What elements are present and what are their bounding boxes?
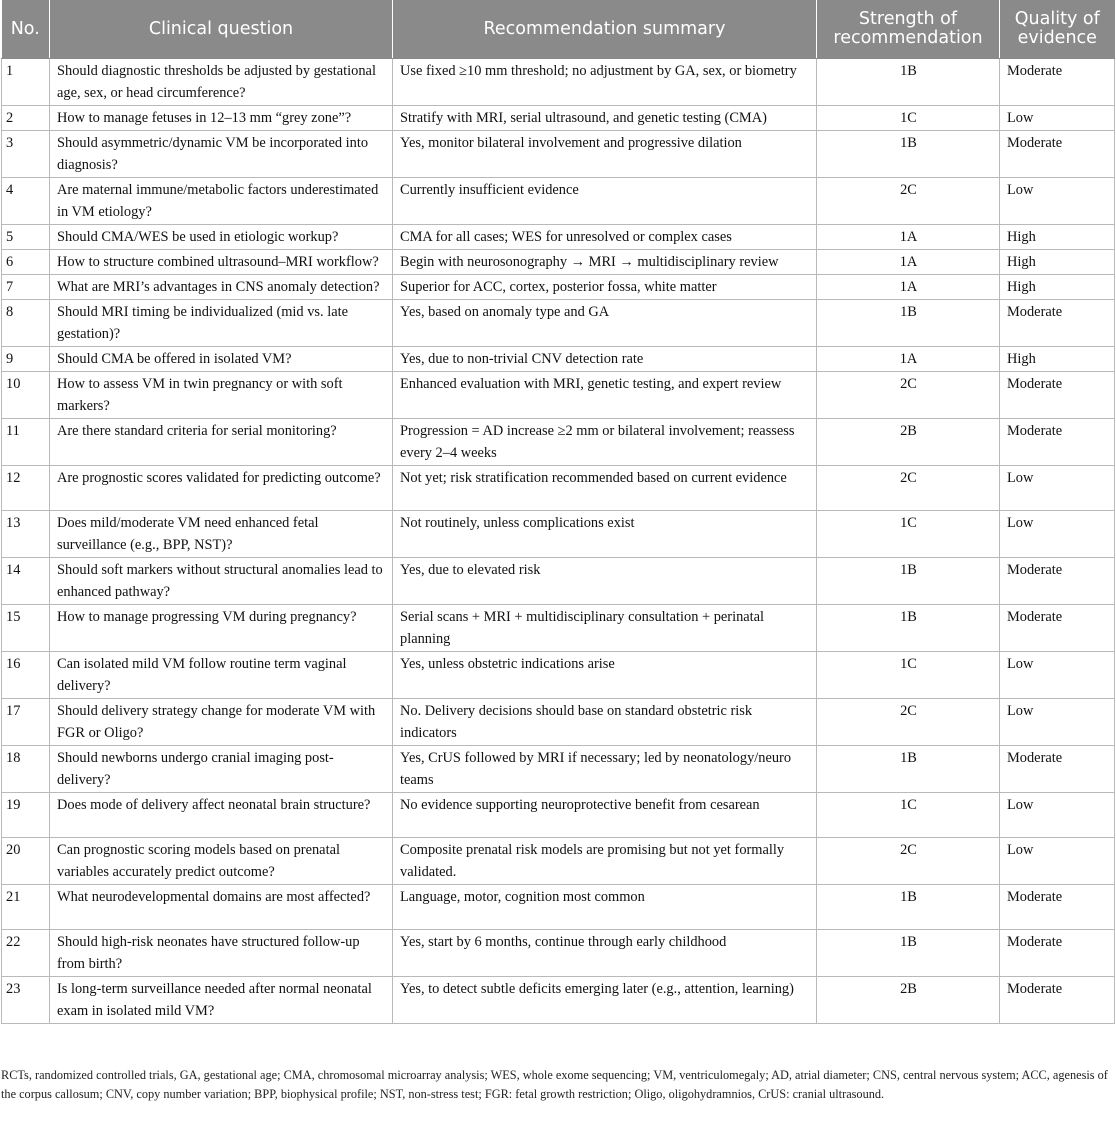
cell-strength: 1B — [817, 59, 1000, 106]
header-recommendation-summary: Recommendation summary — [393, 0, 817, 59]
table-row — [2, 225, 1115, 250]
cell-quality: Moderate — [1000, 977, 1115, 1024]
cell-no: 2 — [2, 106, 50, 131]
cell-clinical-question: Should diagnostic thresholds be adjusted by gestational age, sex, or head circumference? — [50, 59, 393, 106]
cell-no: 4 — [2, 178, 50, 225]
cell-no: 3 — [2, 131, 50, 178]
cell-no: 17 — [2, 699, 50, 746]
cell-quality: Low — [1000, 106, 1115, 131]
table-row — [2, 558, 1115, 605]
cell-no: 23 — [2, 977, 50, 1024]
cell-clinical-question: How to assess VM in twin pregnancy or with soft markers? — [50, 372, 393, 419]
cell-strength: 1C — [817, 652, 1000, 699]
table-row — [2, 466, 1115, 511]
cell-recommendation-summary: Enhanced evaluation with MRI, genetic testing, and expert review — [393, 372, 817, 419]
cell-no: 7 — [2, 275, 50, 300]
cell-no: 9 — [2, 347, 50, 372]
cell-no: 19 — [2, 793, 50, 838]
table-row — [2, 347, 1115, 372]
cell-strength: 1B — [817, 131, 1000, 178]
cell-recommendation-summary: Yes, start by 6 months, continue through early childhood — [393, 930, 817, 977]
cell-no: 8 — [2, 300, 50, 347]
cell-no: 10 — [2, 372, 50, 419]
cell-recommendation-summary: Stratify with MRI, serial ultrasound, and genetic testing (CMA) — [393, 106, 817, 131]
table-row — [2, 885, 1115, 930]
table-row — [2, 275, 1115, 300]
cell-recommendation-summary: Yes, due to non-trivial CNV detection rate — [393, 347, 817, 372]
cell-recommendation-summary: No evidence supporting neuroprotective benefit from cesarean — [393, 793, 817, 838]
cell-strength: 2C — [817, 372, 1000, 419]
cell-recommendation-summary: Currently insufficient evidence — [393, 178, 817, 225]
table-row — [2, 699, 1115, 746]
cell-clinical-question: Should high-risk neonates have structured follow-up from birth? — [50, 930, 393, 977]
cell-recommendation-summary: Not yet; risk stratification recommended based on current evidence — [393, 466, 817, 511]
cell-quality: Moderate — [1000, 419, 1115, 466]
table-row — [2, 793, 1115, 838]
cell-clinical-question: Are maternal immune/metabolic factors underestimated in VM etiology? — [50, 178, 393, 225]
cell-strength: 2C — [817, 699, 1000, 746]
cell-no: 15 — [2, 605, 50, 652]
cell-quality: Moderate — [1000, 746, 1115, 793]
cell-recommendation-summary: Progression = AD increase ≥2 mm or bilateral involvement; reassess every 2–4 weeks — [393, 419, 817, 466]
table-row — [2, 605, 1115, 652]
cell-strength: 1C — [817, 511, 1000, 558]
cell-no: 16 — [2, 652, 50, 699]
cell-quality: Moderate — [1000, 885, 1115, 930]
cell-strength: 1B — [817, 300, 1000, 347]
table-row — [2, 59, 1115, 106]
cell-quality: Low — [1000, 178, 1115, 225]
cell-recommendation-summary: Not routinely, unless complications exist — [393, 511, 817, 558]
cell-no: 12 — [2, 466, 50, 511]
cell-strength: 1B — [817, 930, 1000, 977]
cell-strength: 1A — [817, 275, 1000, 300]
cell-strength: 2C — [817, 466, 1000, 511]
cell-quality: Moderate — [1000, 558, 1115, 605]
table-row — [2, 300, 1115, 347]
cell-recommendation-summary: Yes, based on anomaly type and GA — [393, 300, 817, 347]
cell-strength: 2B — [817, 419, 1000, 466]
cell-clinical-question: Should MRI timing be individualized (mid vs. late gestation)? — [50, 300, 393, 347]
table-row — [2, 106, 1115, 131]
cell-no: 22 — [2, 930, 50, 977]
cell-clinical-question: Should newborns undergo cranial imaging post-delivery? — [50, 746, 393, 793]
cell-strength: 1B — [817, 746, 1000, 793]
cell-no: 6 — [2, 250, 50, 275]
cell-strength: 1A — [817, 225, 1000, 250]
table-row — [2, 930, 1115, 977]
cell-quality: Moderate — [1000, 372, 1115, 419]
table-row — [2, 977, 1115, 1024]
cell-quality: High — [1000, 225, 1115, 250]
table-row — [2, 372, 1115, 419]
cell-clinical-question: Should delivery strategy change for moderate VM with FGR or Oligo? — [50, 699, 393, 746]
table-row — [2, 419, 1115, 466]
table-row — [2, 746, 1115, 793]
cell-no: 1 — [2, 59, 50, 106]
cell-clinical-question: Can prognostic scoring models based on prenatal variables accurately predict outcome? — [50, 838, 393, 885]
recommendations-table-container — [1, 0, 1114, 1024]
cell-no: 18 — [2, 746, 50, 793]
cell-quality: Moderate — [1000, 605, 1115, 652]
cell-clinical-question: What are MRI’s advantages in CNS anomaly detection? — [50, 275, 393, 300]
header-row — [2, 0, 1115, 59]
cell-quality: Moderate — [1000, 131, 1115, 178]
cell-clinical-question: Are there standard criteria for serial monitoring? — [50, 419, 393, 466]
cell-quality: Low — [1000, 699, 1115, 746]
cell-quality: High — [1000, 275, 1115, 300]
cell-recommendation-summary: Composite prenatal risk models are promising but not yet formally validated. — [393, 838, 817, 885]
cell-clinical-question: Does mode of delivery affect neonatal brain structure? — [50, 793, 393, 838]
cell-no: 21 — [2, 885, 50, 930]
cell-recommendation-summary: Serial scans + MRI + multidisciplinary consultation + perinatal planning — [393, 605, 817, 652]
cell-clinical-question: Should CMA/WES be used in etiologic workup? — [50, 225, 393, 250]
header-clinical-question: Clinical question — [50, 0, 393, 59]
cell-clinical-question: Should asymmetric/dynamic VM be incorporated into diagnosis? — [50, 131, 393, 178]
cell-recommendation-summary: Begin with neurosonography → MRI → multidisciplinary review — [393, 250, 817, 275]
cell-recommendation-summary: CMA for all cases; WES for unresolved or complex cases — [393, 225, 817, 250]
table-row — [2, 652, 1115, 699]
cell-strength: 1A — [817, 250, 1000, 275]
cell-recommendation-summary: Language, motor, cognition most common — [393, 885, 817, 930]
cell-recommendation-summary: Yes, unless obstetric indications arise — [393, 652, 817, 699]
cell-clinical-question: Should CMA be offered in isolated VM? — [50, 347, 393, 372]
cell-clinical-question: How to manage fetuses in 12–13 mm “grey zone”? — [50, 106, 393, 131]
cell-recommendation-summary: Yes, CrUS followed by MRI if necessary; led by neonatology/neuro teams — [393, 746, 817, 793]
cell-quality: Moderate — [1000, 300, 1115, 347]
cell-clinical-question: How to manage progressing VM during pregnancy? — [50, 605, 393, 652]
table-row — [2, 250, 1115, 275]
cell-strength: 2C — [817, 178, 1000, 225]
recommendations-table — [1, 0, 1115, 1024]
cell-strength: 2B — [817, 977, 1000, 1024]
cell-clinical-question: Are prognostic scores validated for predicting outcome? — [50, 466, 393, 511]
cell-clinical-question: Is long-term surveillance needed after normal neonatal exam in isolated mild VM? — [50, 977, 393, 1024]
cell-strength: 1A — [817, 347, 1000, 372]
cell-strength: 1C — [817, 793, 1000, 838]
cell-clinical-question: Can isolated mild VM follow routine term vaginal delivery? — [50, 652, 393, 699]
cell-quality: Moderate — [1000, 59, 1115, 106]
cell-no: 11 — [2, 419, 50, 466]
cell-clinical-question: Does mild/moderate VM need enhanced fetal surveillance (e.g., BPP, NST)? — [50, 511, 393, 558]
cell-strength: 2C — [817, 838, 1000, 885]
cell-recommendation-summary: Use fixed ≥10 mm threshold; no adjustment by GA, sex, or biometry — [393, 59, 817, 106]
cell-quality: Low — [1000, 466, 1115, 511]
cell-recommendation-summary: Yes, to detect subtle deficits emerging later (e.g., attention, learning) — [393, 977, 817, 1024]
cell-recommendation-summary: No. Delivery decisions should base on standard obstetric risk indicators — [393, 699, 817, 746]
cell-strength: 1B — [817, 885, 1000, 930]
cell-strength: 1B — [817, 558, 1000, 605]
cell-quality: High — [1000, 250, 1115, 275]
cell-clinical-question: Should soft markers without structural anomalies lead to enhanced pathway? — [50, 558, 393, 605]
header-no: No. — [2, 0, 50, 59]
cell-strength: 1C — [817, 106, 1000, 131]
cell-recommendation-summary: Superior for ACC, cortex, posterior fossa, white matter — [393, 275, 817, 300]
table-row — [2, 178, 1115, 225]
cell-quality: Low — [1000, 793, 1115, 838]
table-row — [2, 131, 1115, 178]
header-quality: Quality of evidence — [1000, 0, 1115, 59]
cell-strength: 1B — [817, 605, 1000, 652]
cell-quality: Low — [1000, 652, 1115, 699]
table-footnote: RCTs, randomized controlled trials, GA, gestational age; CMA, chromosomal microarray analysis; WES, whole exome sequencing; VM, ventriculomegaly; AD, atrial diameter; CNS, central nervous system; ACC, agenesis of the corpus callosum; CNV, copy number variation; BPP, biophysical profile; NST, non-stress test; FGR: fetal growth restriction; Oligo, oligohydramnios, CrUS: cranial ultrasound. — [1, 1068, 1108, 1101]
header-strength: Strength of recommendation — [817, 0, 1000, 59]
cell-recommendation-summary: Yes, monitor bilateral involvement and progressive dilation — [393, 131, 817, 178]
cell-quality: Low — [1000, 511, 1115, 558]
cell-quality: High — [1000, 347, 1115, 372]
cell-no: 5 — [2, 225, 50, 250]
table-row — [2, 838, 1115, 885]
cell-no: 14 — [2, 558, 50, 605]
cell-no: 20 — [2, 838, 50, 885]
cell-no: 13 — [2, 511, 50, 558]
cell-clinical-question: What neurodevelopmental domains are most affected? — [50, 885, 393, 930]
cell-quality: Moderate — [1000, 930, 1115, 977]
cell-recommendation-summary: Yes, due to elevated risk — [393, 558, 817, 605]
cell-clinical-question: How to structure combined ultrasound–MRI workflow? — [50, 250, 393, 275]
cell-quality: Low — [1000, 838, 1115, 885]
table-row — [2, 511, 1115, 558]
